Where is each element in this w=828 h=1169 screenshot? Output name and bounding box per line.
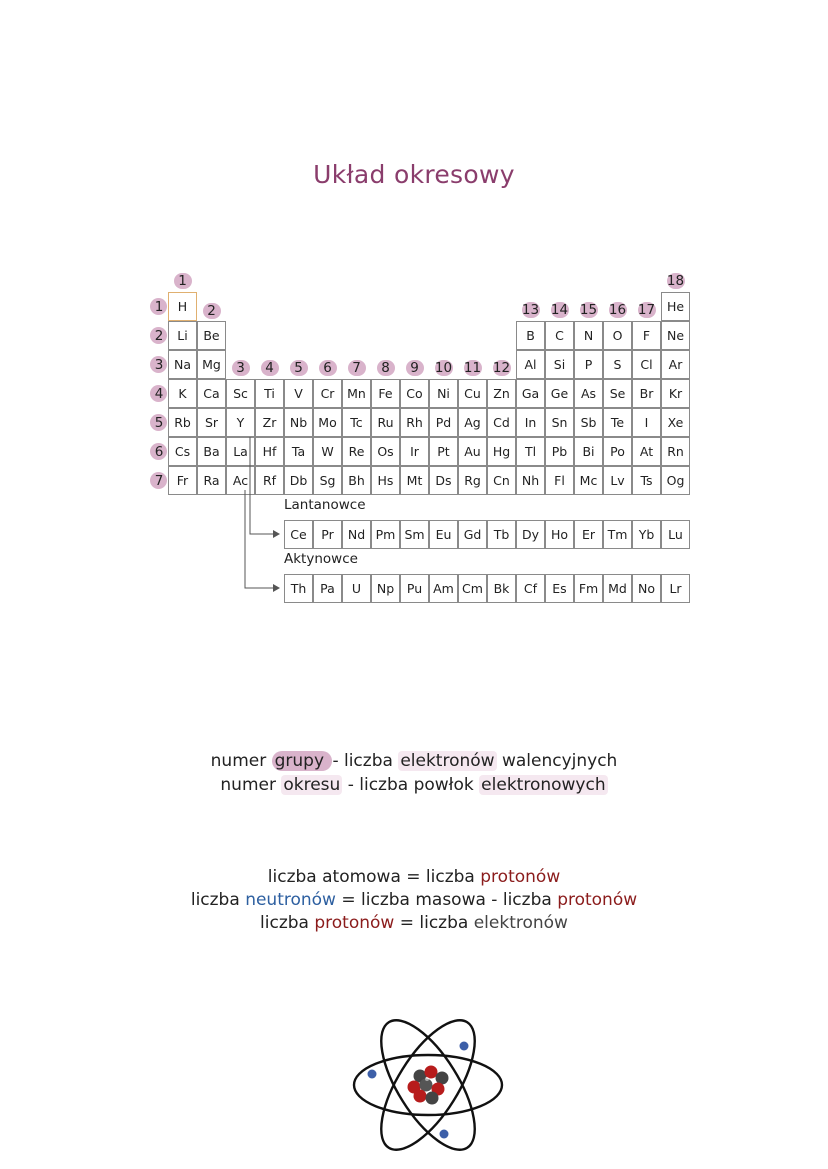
lanthanide-cell-sm: Sm xyxy=(400,520,429,549)
element-cell-rg: Rg xyxy=(458,466,487,495)
element-cell-ta: Ta xyxy=(284,437,313,466)
element-cell-sb: Sb xyxy=(574,408,603,437)
group-number-16: 16 xyxy=(608,302,627,318)
element-cell-v: V xyxy=(284,379,313,408)
group-note: numer grupy - liczba elektronów walencyjnych xyxy=(210,751,618,771)
actinide-cell-cf: Cf xyxy=(516,574,545,603)
actinides-label: Aktynowce xyxy=(284,551,358,567)
element-cell-hf: Hf xyxy=(255,437,284,466)
page-title: Układ okresowy xyxy=(313,160,515,189)
element-cell-at: At xyxy=(632,437,661,466)
element-cell-zr: Zr xyxy=(255,408,284,437)
element-cell-co: Co xyxy=(400,379,429,408)
actinide-cell-am: Am xyxy=(429,574,458,603)
element-cell-in: In xyxy=(516,408,545,437)
element-cell-pd: Pd xyxy=(429,408,458,437)
period-number-7: 7 xyxy=(154,473,164,489)
element-cell-os: Os xyxy=(371,437,400,466)
lanthanide-cell-pm: Pm xyxy=(371,520,400,549)
element-cell-y: Y xyxy=(226,408,255,437)
actinide-cell-u: U xyxy=(342,574,371,603)
element-cell-li: Li xyxy=(168,321,197,350)
lanthanide-cell-pr: Pr xyxy=(313,520,342,549)
element-cell-tc: Tc xyxy=(342,408,371,437)
element-cell-cs: Cs xyxy=(168,437,197,466)
element-cell-f: F xyxy=(632,321,661,350)
element-cell-ca: Ca xyxy=(197,379,226,408)
lanthanide-cell-tm: Tm xyxy=(603,520,632,549)
element-cell-o: O xyxy=(603,321,632,350)
element-cell-ni: Ni xyxy=(429,379,458,408)
element-cell-ag: Ag xyxy=(458,408,487,437)
group-number-9: 9 xyxy=(410,360,419,376)
lanthanide-cell-yb: Yb xyxy=(632,520,661,549)
element-cell-c: C xyxy=(545,321,574,350)
element-cell-ir: Ir xyxy=(400,437,429,466)
element-cell-sr: Sr xyxy=(197,408,226,437)
element-cell-n: N xyxy=(574,321,603,350)
element-cell-nh: Nh xyxy=(516,466,545,495)
element-cell-nb: Nb xyxy=(284,408,313,437)
period-number-1: 1 xyxy=(154,299,164,315)
actinide-cell-bk: Bk xyxy=(487,574,516,603)
element-cell-p: P xyxy=(574,350,603,379)
element-cell-mc: Mc xyxy=(574,466,603,495)
group-number-4: 4 xyxy=(265,360,274,376)
element-cell-pt: Pt xyxy=(429,437,458,466)
element-cell-sc: Sc xyxy=(226,379,255,408)
element-cell-i: I xyxy=(632,408,661,437)
element-cell-be: Be xyxy=(197,321,226,350)
element-cell-xe: Xe xyxy=(661,408,690,437)
period-note: numer okresu - liczba powłok elektronowych xyxy=(220,775,606,795)
group-number-5: 5 xyxy=(294,360,303,376)
element-cell-mn: Mn xyxy=(342,379,371,408)
lanthanide-cell-ce: Ce xyxy=(284,520,313,549)
lanthanide-cell-gd: Gd xyxy=(458,520,487,549)
actinide-cell-es: Es xyxy=(545,574,574,603)
group-number-12: 12 xyxy=(492,360,511,376)
element-cell-k: K xyxy=(168,379,197,408)
element-cell-db: Db xyxy=(284,466,313,495)
element-cell-ga: Ga xyxy=(516,379,545,408)
element-cell-ac: Ac xyxy=(226,466,255,495)
element-cell-rb: Rb xyxy=(168,408,197,437)
element-cell-mt: Mt xyxy=(400,466,429,495)
element-cell-ba: Ba xyxy=(197,437,226,466)
element-cell-mg: Mg xyxy=(197,350,226,379)
neutron-formula: liczba neutronów = liczba masowa - liczba protonów xyxy=(190,890,638,910)
element-cell-h: H xyxy=(168,292,197,321)
actinide-cell-md: Md xyxy=(603,574,632,603)
element-cell-si: Si xyxy=(545,350,574,379)
element-cell-ne: Ne xyxy=(661,321,690,350)
element-cell-he: He xyxy=(661,292,690,321)
element-cell-cl: Cl xyxy=(632,350,661,379)
element-cell-na: Na xyxy=(168,350,197,379)
actinide-cell-pa: Pa xyxy=(313,574,342,603)
actinide-cell-cm: Cm xyxy=(458,574,487,603)
element-cell-ts: Ts xyxy=(632,466,661,495)
element-cell-bh: Bh xyxy=(342,466,371,495)
lanthanide-cell-nd: Nd xyxy=(342,520,371,549)
element-cell-as: As xyxy=(574,379,603,408)
lanthanide-cell-er: Er xyxy=(574,520,603,549)
group-number-17: 17 xyxy=(637,302,656,318)
element-cell-cd: Cd xyxy=(487,408,516,437)
element-cell-se: Se xyxy=(603,379,632,408)
element-cell-br: Br xyxy=(632,379,661,408)
actinide-cell-no: No xyxy=(632,574,661,603)
lanthanide-cell-tb: Tb xyxy=(487,520,516,549)
element-cell-hg: Hg xyxy=(487,437,516,466)
element-cell-kr: Kr xyxy=(661,379,690,408)
element-cell-ra: Ra xyxy=(197,466,226,495)
element-cell-fe: Fe xyxy=(371,379,400,408)
period-number-2: 2 xyxy=(154,328,164,344)
element-cell-rh: Rh xyxy=(400,408,429,437)
element-cell-ds: Ds xyxy=(429,466,458,495)
group-number-1: 1 xyxy=(178,273,187,289)
group-number-3: 3 xyxy=(236,360,245,376)
element-cell-og: Og xyxy=(661,466,690,495)
element-cell-po: Po xyxy=(603,437,632,466)
element-cell-ar: Ar xyxy=(661,350,690,379)
element-cell-lv: Lv xyxy=(603,466,632,495)
element-cell-cn: Cn xyxy=(487,466,516,495)
lanthanide-cell-dy: Dy xyxy=(516,520,545,549)
actinide-cell-th: Th xyxy=(284,574,313,603)
element-cell-rf: Rf xyxy=(255,466,284,495)
element-cell-ru: Ru xyxy=(371,408,400,437)
group-number-8: 8 xyxy=(381,360,390,376)
group-number-10: 10 xyxy=(434,360,453,376)
group-number-18: 18 xyxy=(666,273,685,289)
proton-electron-formula: liczba protonów = liczba elektronów xyxy=(260,913,568,933)
period-number-6: 6 xyxy=(154,444,164,460)
element-cell-sg: Sg xyxy=(313,466,342,495)
element-cell-cr: Cr xyxy=(313,379,342,408)
element-cell-hs: Hs xyxy=(371,466,400,495)
element-cell-b: B xyxy=(516,321,545,350)
element-cell-cu: Cu xyxy=(458,379,487,408)
element-cell-fr: Fr xyxy=(168,466,197,495)
element-cell-la: La xyxy=(226,437,255,466)
element-cell-mo: Mo xyxy=(313,408,342,437)
lanthanides-label: Lantanowce xyxy=(284,497,366,513)
element-cell-sn: Sn xyxy=(545,408,574,437)
group-number-11: 11 xyxy=(463,360,482,376)
group-number-7: 7 xyxy=(352,360,361,376)
element-cell-w: W xyxy=(313,437,342,466)
element-cell-al: Al xyxy=(516,350,545,379)
actinide-cell-np: Np xyxy=(371,574,400,603)
group-number-6: 6 xyxy=(323,360,332,376)
element-cell-s: S xyxy=(603,350,632,379)
actinide-cell-pu: Pu xyxy=(400,574,429,603)
element-cell-fl: Fl xyxy=(545,466,574,495)
element-cell-zn: Zn xyxy=(487,379,516,408)
element-cell-bi: Bi xyxy=(574,437,603,466)
group-number-15: 15 xyxy=(579,302,598,318)
period-number-3: 3 xyxy=(154,357,164,373)
actinide-cell-lr: Lr xyxy=(661,574,690,603)
group-number-13: 13 xyxy=(521,302,540,318)
group-number-2: 2 xyxy=(207,303,216,319)
lanthanide-cell-eu: Eu xyxy=(429,520,458,549)
actinide-cell-fm: Fm xyxy=(574,574,603,603)
group-number-14: 14 xyxy=(550,302,569,318)
element-cell-te: Te xyxy=(603,408,632,437)
period-number-4: 4 xyxy=(154,386,164,402)
element-cell-re: Re xyxy=(342,437,371,466)
lanthanide-cell-lu: Lu xyxy=(661,520,690,549)
element-cell-ge: Ge xyxy=(545,379,574,408)
element-cell-tl: Tl xyxy=(516,437,545,466)
element-cell-pb: Pb xyxy=(545,437,574,466)
lanthanide-cell-ho: Ho xyxy=(545,520,574,549)
element-cell-au: Au xyxy=(458,437,487,466)
element-cell-ti: Ti xyxy=(255,379,284,408)
element-cell-rn: Rn xyxy=(661,437,690,466)
period-number-5: 5 xyxy=(154,415,164,431)
atomic-number-formula: liczba atomowa = liczba protonów xyxy=(267,867,561,887)
